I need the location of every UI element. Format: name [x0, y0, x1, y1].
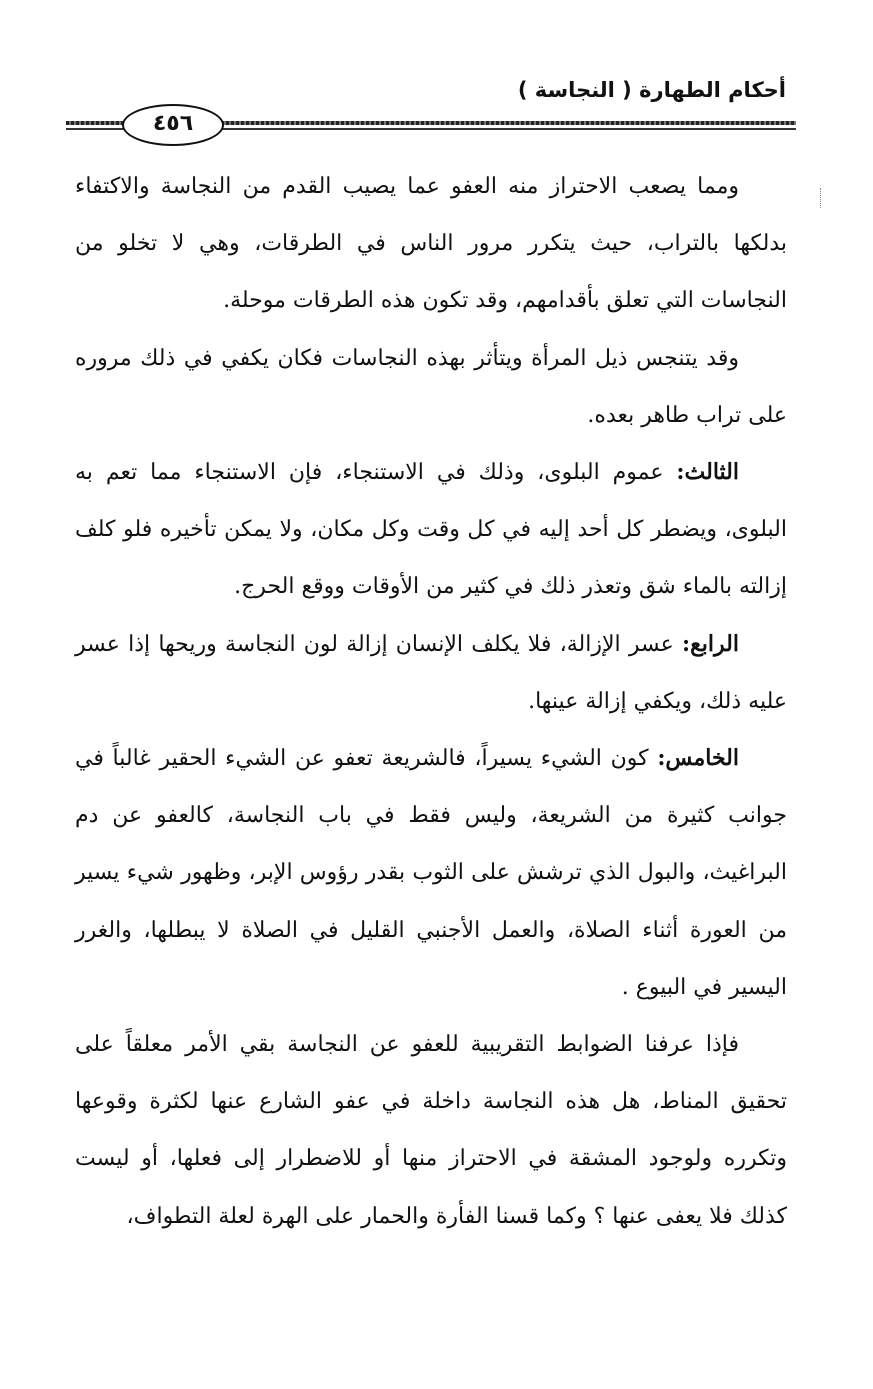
margin-mark: [820, 188, 823, 208]
paragraph-text: كون الشيء يسيراً، فالشريعة تعفو عن الشيء الحقير غالباً في جوانب كثيرة من الشريعة، وليس فقط في باب النجاسة، كالعفو عن دم البراغيث، والبول الذي ترشش على الثوب بقدر رؤوس الإبر، وظهور شيء يسير من العورة أثناء الصلاة، والعمل الأجنبي القليل في الصلاة لا يبطلها، والغرر اليسير في البيوع .: [75, 746, 787, 1000]
paragraph-text: فإذا عرفنا الضوابط التقريبية للعفو عن النجاسة بقي الأمر معلقاً على تحقيق المناط، هل هذه النجاسة داخلة في عفو الشارع عنها لكثرة وقوعها وتكرره ولوجود المشقة في الاحتراز منها أو للاضطرار إلى فعلها، أو ليست كذلك فلا يعفى عنها ؟ وكما قسنا الفأرة والحمار على الهرة لعلة التطواف،: [75, 1032, 787, 1229]
paragraph-text: وقد يتنجس ذيل المرأة ويتأثر بهذه النجاسات فكان يكفي في ذلك مروره على تراب طاهر بعده.: [75, 345, 787, 428]
paragraph-label: الثالث:: [676, 459, 739, 486]
paragraph: [75, 730, 787, 1016]
paragraph: [75, 1016, 787, 1245]
paragraph-text: عسر الإزالة، فلا يكلف الإنسان إزالة لون النجاسة وريحها إذا عسر عليه ذلك، ويكفي إزالة عينها.: [75, 631, 787, 714]
page-header: [66, 78, 796, 138]
paragraph: [75, 158, 787, 330]
page-number: ٤٥٦: [122, 104, 224, 146]
paragraph: [75, 444, 787, 616]
paragraph: [75, 616, 787, 730]
page-body: [75, 158, 787, 1245]
book-title: أحكام الطهارة ( النجاسة ): [517, 78, 786, 102]
paragraph-label: الرابع:: [681, 630, 739, 657]
paragraph-label: الخامس:: [657, 745, 739, 772]
paragraph: [75, 330, 787, 444]
paragraph-text: عموم البلوى، وذلك في الاستنجاء، فإن الاستنجاء مما تعم به البلوى، ويضطر كل أحد إليه في كل وقت وكل مكان، ولا يمكن تأخيره فلو كلف إزالته بالماء شق وتعذر ذلك في كثير من الأوقات ووقع الحرج.: [75, 460, 787, 600]
paragraph-text: ومما يصعب الاحتراز منه العفو عما يصيب القدم من النجاسة والاكتفاء بدلكها بالتراب، حيث يتكرر مرور الناس في الطرقات، وهي لا تخلو من النجاسات التي تعلق بأقدامهم، وقد تكون هذه الطرقات موحلة.: [75, 174, 787, 314]
